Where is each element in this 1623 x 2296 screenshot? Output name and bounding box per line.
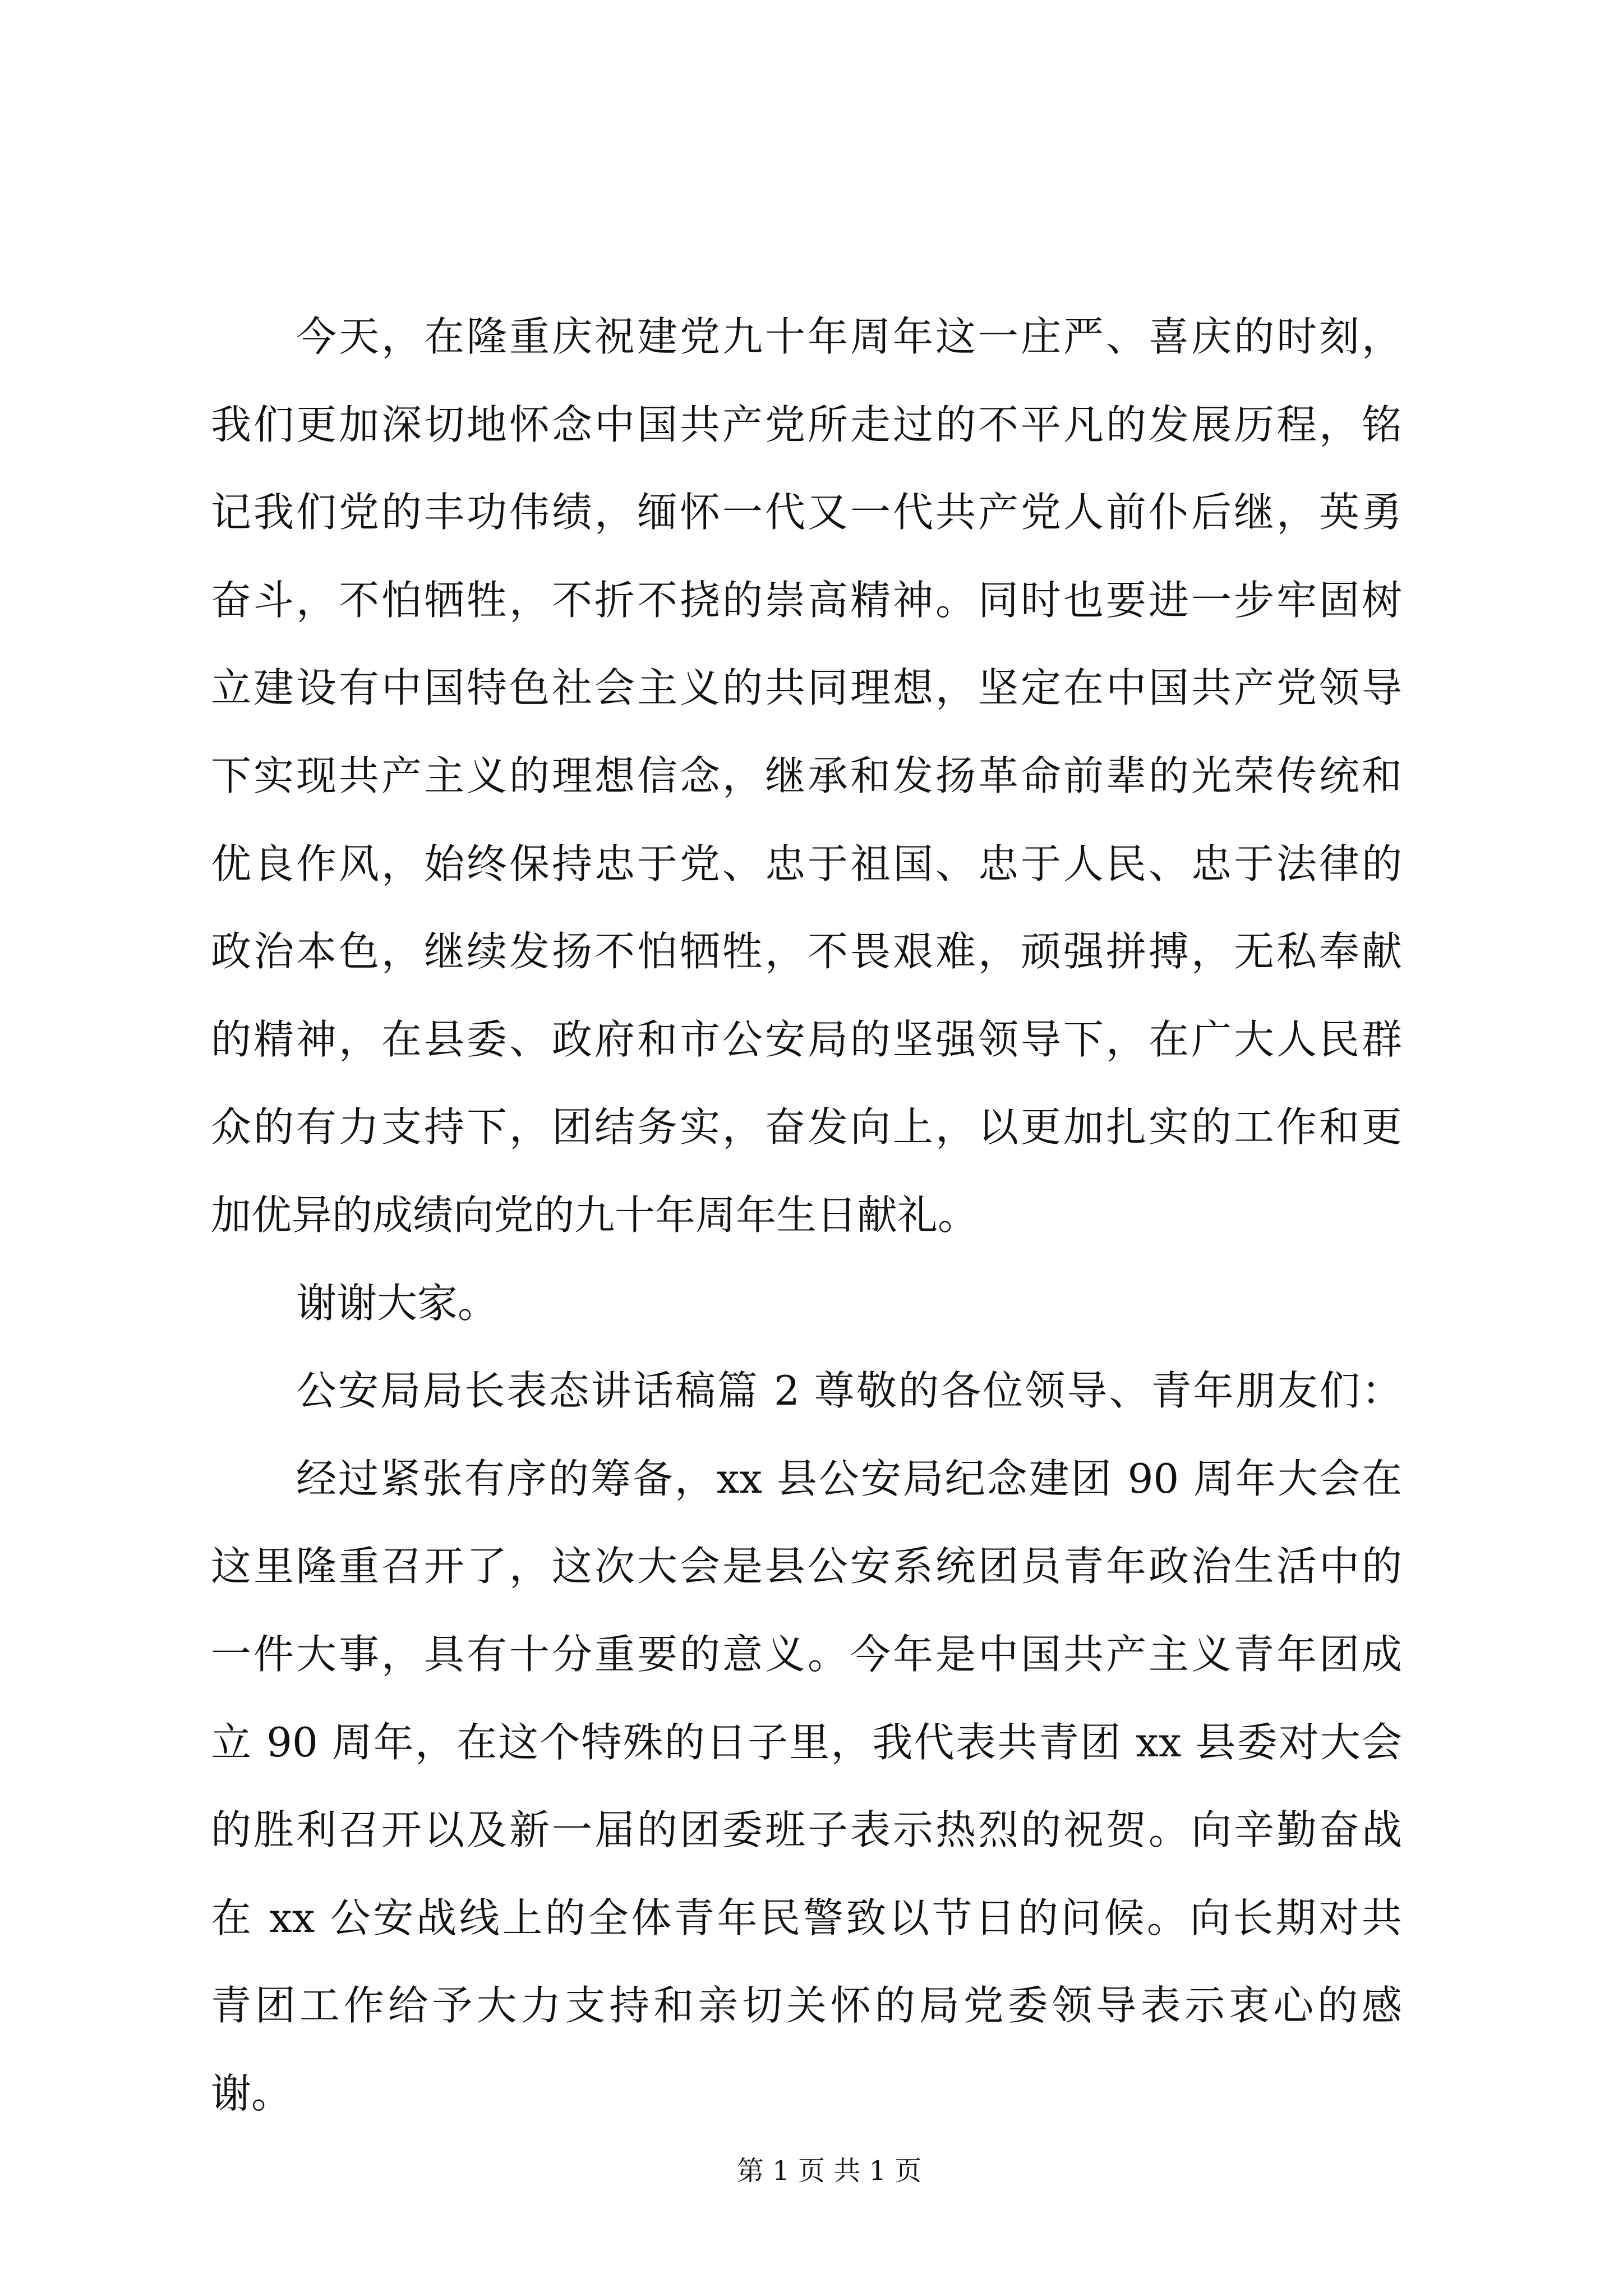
paragraph: [211, 1435, 1402, 2138]
paragraph-line: 立建设有中国特色社会主义的共同理想，坚定在中国共产党领导: [211, 664, 1402, 712]
paragraph-line: 一件大事，具有十分重要的意义。今年是中国共产主义青年团成: [211, 1630, 1402, 1678]
paragraph-line: 公安局局长表态讲话稿篇 2 尊敬的各位领导、青年朋友们：: [296, 1367, 1402, 1415]
paragraph-line: 众的有力支持下，团结务实，奋发向上，以更加扎实的工作和更: [211, 1103, 1402, 1151]
document-body: [211, 293, 1402, 2137]
paragraph-line: 下实现共产主义的理想信念，继承和发扬革命前辈的光荣传统和: [211, 752, 1402, 799]
paragraph-line: 的精神，在县委、政府和市公安局的坚强领导下，在广大人民群: [211, 1015, 1402, 1063]
paragraph: [211, 1347, 1402, 1435]
paragraph-line: 的胜利召开以及新一届的团委班子表示热烈的祝贺。向辛勤奋战: [211, 1806, 1402, 1854]
paragraph-line: 这里隆重召开了，这次大会是县公安系统团员青年政治生活中的: [211, 1543, 1402, 1590]
paragraph-line: 谢。: [211, 2069, 292, 2117]
paragraph-line: 加优异的成绩向党的九十年周年生日献礼。: [211, 1191, 979, 1239]
paragraph-line: 今天，在隆重庆祝建党九十年周年这一庄严、喜庆的时刻，: [296, 313, 1402, 360]
paragraph-line: 记我们党的丰功伟绩，缅怀一代又一代共产党人前仆后继，英勇: [211, 489, 1402, 536]
paragraph-line: 我们更加深切地怀念中国共产党所走过的不平凡的发展历程，铭: [211, 401, 1402, 448]
paragraph-line: 政治本色，继续发扬不怕牺牲，不畏艰难，顽强拼搏，无私奉献: [211, 928, 1402, 976]
paragraph: [211, 293, 1402, 1259]
paragraph-line: 优良作风，始终保持忠于党、忠于祖国、忠于人民、忠于法律的: [211, 840, 1402, 887]
paragraph-line: 谢谢大家。: [296, 1279, 499, 1327]
paragraph-line: 奋斗，不怕牺牲，不折不挠的崇高精神。同时也要进一步牢固树: [211, 576, 1402, 624]
paragraph-line: 青团工作给予大力支持和亲切关怀的局党委领导表示衷心的感: [211, 1982, 1402, 2030]
paragraph-line: 经过紧张有序的筹备，xx 县公安局纪念建团 90 周年大会在: [296, 1455, 1402, 1502]
page-footer: 第 1 页 共 1 页: [737, 2155, 922, 2187]
paragraph: [211, 1259, 1402, 1347]
paragraph-line: 立 90 周年，在这个特殊的日子里，我代表共青团 xx 县委对大会: [211, 1718, 1402, 1766]
paragraph-line: 在 xx 公安战线上的全体青年民警致以节日的问候。向长期对共: [211, 1894, 1402, 1941]
